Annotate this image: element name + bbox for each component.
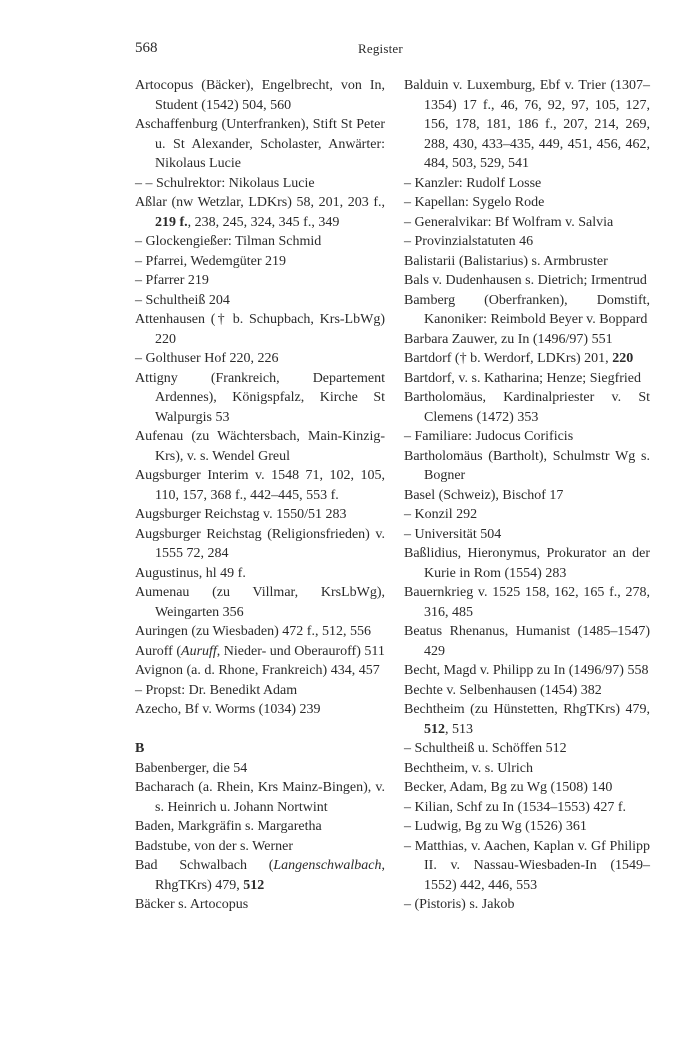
index-entry: Bartholomäus (Bartholt), Schulmstr Wg s. Bogner <box>404 448 650 483</box>
index-entry: – Golthuser Hof 220, 226 <box>135 351 279 366</box>
index-entry: Attenhausen († b. Schupbach, Krs-LbWg) 220 <box>135 312 385 347</box>
index-entry: Aschaffenburg (Unterfranken), Stift St Peter u. St Alexander, Scholaster, Anwärter: Nikolaus Lucie <box>135 117 385 171</box>
index-column-left <box>135 76 385 915</box>
index-entry: Basel (Schweiz), Bischof 17 <box>404 487 564 503</box>
index-entry: – – Schulrektor: Nikolaus Lucie <box>135 175 315 191</box>
index-entry: – Glockengießer: Tilman Schmid <box>135 234 322 249</box>
running-title: Register <box>358 41 403 56</box>
index-entry: – Kilian, Schf zu In (1534–1553) 427 f. <box>404 799 627 815</box>
index-entry: – Kanzler: Rudolf Losse <box>404 175 542 191</box>
index-entry: Bartdorf, v. s. Katharina; Henze; Siegfried <box>404 370 642 386</box>
index-entry: Badstube, von der s. Werner <box>135 838 294 854</box>
index-entry: Baden, Markgräfin s. Margaretha <box>135 819 322 834</box>
index-entry: – Generalvikar: Bf Wolfram v. Salvia <box>404 214 614 230</box>
index-entry: – Pfarrei, Wedemgüter 219 <box>135 253 287 269</box>
index-entry: – Pfarrer 219 <box>135 273 209 288</box>
index-entry: Becker, Adam, Bg zu Wg (1508) 140 <box>404 780 613 795</box>
index-entry: Augsburger Reichstag v. 1550/51 283 <box>135 507 347 522</box>
index-entry: Augustinus, hl 49 f. <box>135 565 246 581</box>
index-entry: Aufenau (zu Wächtersbach, Main-Kinzig-Krs), v. s. Wendel Greul <box>135 429 385 464</box>
index-entry: Artocopus (Bäcker), Engelbrecht, von In, Student (1542) 504, 560 <box>135 78 385 113</box>
index-entry: Bechtheim (zu Hünstetten, RhgTKrs) 479, 512, 513 <box>404 702 650 737</box>
index-entry: Augsburger Interim v. 1548 71, 102, 105, 110, 157, 368 f., 442–445, 553 f. <box>135 468 385 503</box>
index-entry: Bad Schwalbach (Langenschwalbach, RhgTKrs) 479, 512 <box>135 858 385 893</box>
index-entry: Augsburger Reichstag (Religionsfrieden) v. 1555 72, 284 <box>135 526 385 561</box>
index-entry: Babenberger, die 54 <box>135 760 248 776</box>
index-entry: Balduin v. Luxemburg, Ebf v. Trier (1307–1354) 17 f., 46, 76, 92, 97, 105, 127, 156, 178, 181, 186 f., 207, 214, 269, 288, 430, 433–435, 449, 451, 456, 462, 484, 503, 529, 541 <box>404 78 650 171</box>
index-entry: – Propst: Dr. Benedikt Adam <box>135 682 298 698</box>
index-entry: – Ludwig, Bg zu Wg (1526) 361 <box>404 819 587 834</box>
index-entry: Auringen (zu Wiesbaden) 472 f., 512, 556 <box>135 624 371 639</box>
index-column-right <box>404 76 650 915</box>
index-entry: – Matthias, v. Aachen, Kaplan v. Gf Philipp II. v. Nassau-Wiesbaden-In (1549–1552) 442, 446, 553 <box>404 838 650 893</box>
index-entry: Bamberg (Oberfranken), Domstift, Kanoniker: Reimbold Beyer v. Boppard <box>404 292 650 327</box>
index-entry: – Schultheiß u. Schöffen 512 <box>404 741 567 756</box>
index-entry: Barbara Zauwer, zu In (1496/97) 551 <box>404 331 613 347</box>
index-entry: – Schultheiß 204 <box>135 292 230 308</box>
index-entry: – Kapellan: Sygelo Rode <box>404 195 545 210</box>
index-entry: Bals v. Dudenhausen s. Dietrich; Irmentrud <box>404 273 647 288</box>
index-entry: Beatus Rhenanus, Humanist (1485–1547) 429 <box>404 624 650 659</box>
index-entry: Baßlidius, Hieronymus, Prokurator an der Kurie in Rom (1554) 283 <box>404 546 650 581</box>
index-entry: Aßlar (nw Wetzlar, LDKrs) 58, 201, 203 f., 219 f., 238, 245, 324, 345 f., 349 <box>135 195 385 230</box>
index-entry: Avignon (a. d. Rhone, Frankreich) 434, 457 <box>135 663 380 678</box>
index-entry: – Familiare: Judocus Corificis <box>404 429 574 444</box>
index-entry: Bacharach (a. Rhein, Krs Mainz-Bingen), v. s. Heinrich u. Johann Nortwint <box>135 780 385 815</box>
index-entry: Bäcker s. Artocopus <box>135 897 249 912</box>
index-entry: Balistarii (Balistarius) s. Armbruster <box>404 253 608 269</box>
index-entry: Aumenau (zu Villmar, KrsLbWg), Weingarten 356 <box>135 585 385 620</box>
index-entry: Bartholomäus, Kardinalpriester v. St Clemens (1472) 353 <box>404 390 650 425</box>
index-entry: – Konzil 292 <box>404 507 478 522</box>
section-letter: B <box>135 740 145 756</box>
index-entry: – Provinzialstatuten 46 <box>404 234 534 249</box>
index-entry: Bechte v. Selbenhausen (1454) 382 <box>404 682 602 698</box>
index-entry: – Universität 504 <box>404 526 502 542</box>
index-entry: Bechtheim, v. s. Ulrich <box>404 760 533 776</box>
index-entry: Azecho, Bf v. Worms (1034) 239 <box>135 702 321 717</box>
index-entry: Auroff (Auruff, Nieder- und Oberauroff) 511 <box>135 643 385 659</box>
page-header <box>0 38 700 62</box>
index-entry: Becht, Magd v. Philipp zu In (1496/97) 558 <box>404 663 649 678</box>
index-entry: Bartdorf († b. Werdorf, LDKrs) 201, 220 <box>404 351 634 366</box>
page-number: 568 <box>135 40 158 56</box>
index-entry: – (Pistoris) s. Jakob <box>404 897 515 912</box>
index-entry: Attigny (Frankreich, Departement Ardennes), Königspfalz, Kirche St Walpurgis 53 <box>135 370 385 425</box>
index-entry: Bauernkrieg v. 1525 158, 162, 165 f., 278, 316, 485 <box>404 585 650 620</box>
